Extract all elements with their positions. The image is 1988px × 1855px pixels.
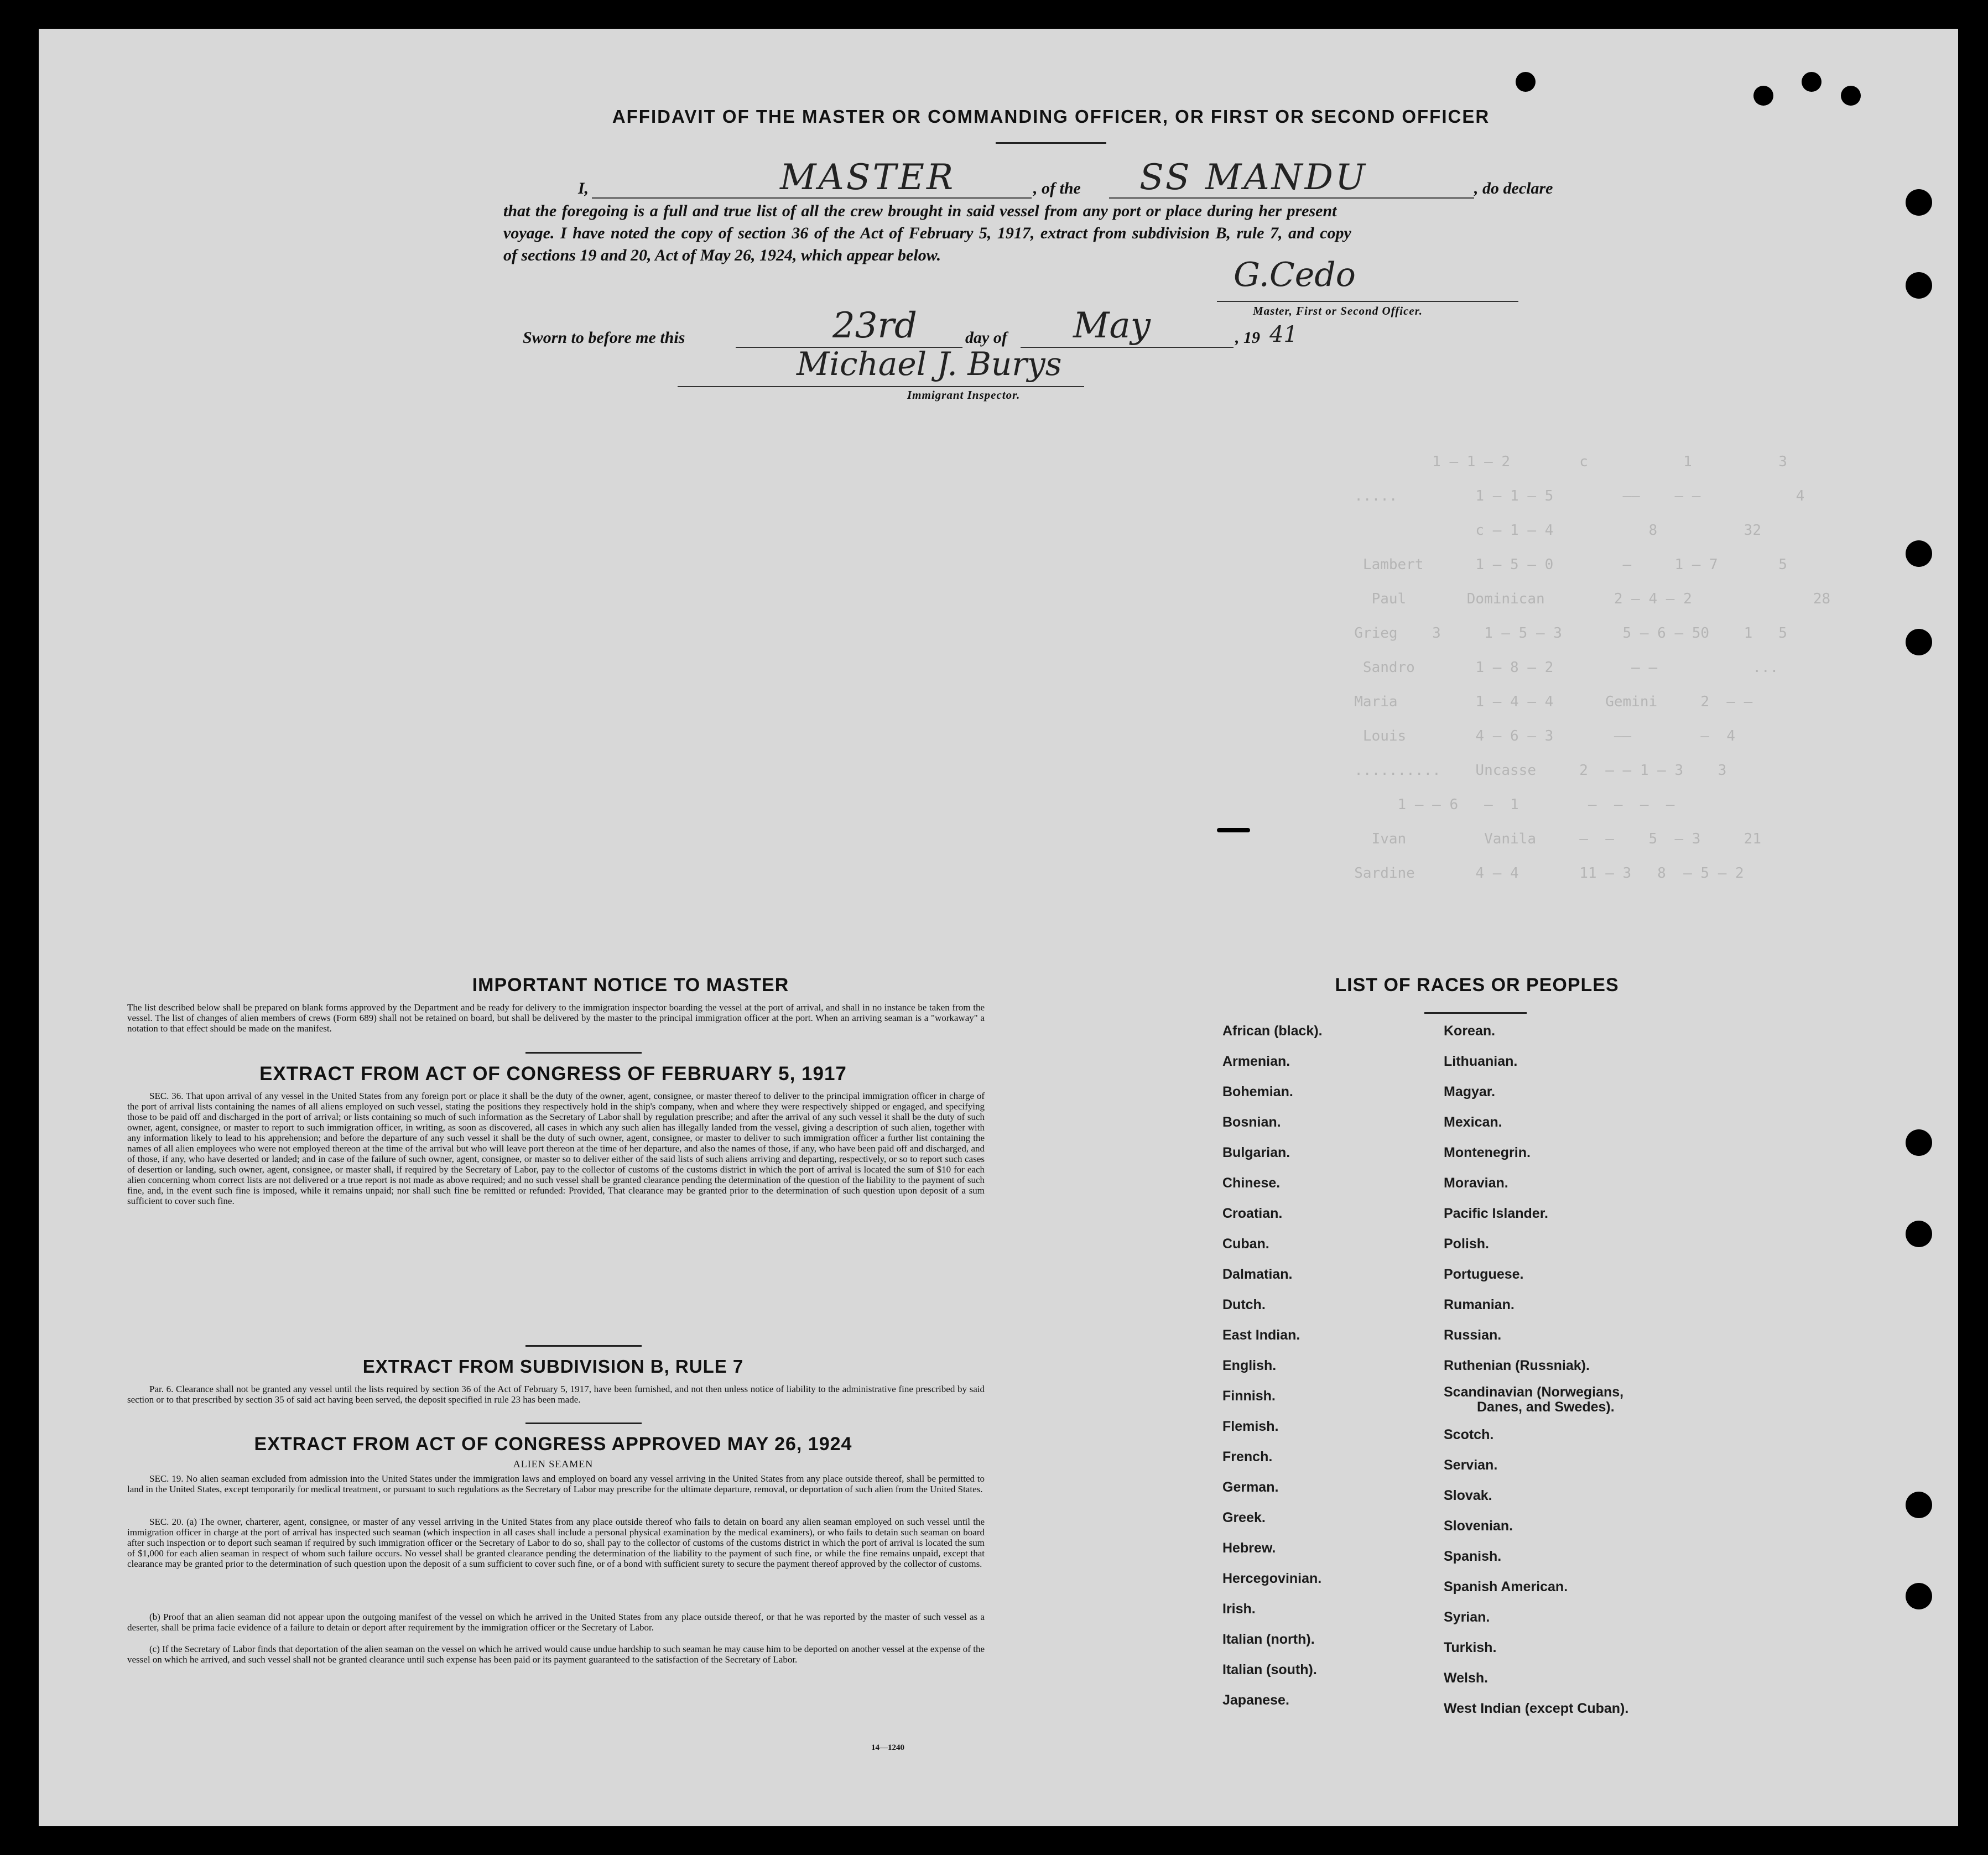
notice-divider — [525, 1052, 642, 1054]
day-handwritten: 23rd — [832, 305, 917, 346]
race-left-item: German. — [1222, 1479, 1279, 1495]
race-right-item: Turkish. — [1444, 1640, 1497, 1655]
ink-mark — [1217, 828, 1250, 832]
race-right-item: Polish. — [1444, 1236, 1489, 1252]
race-right-item: Spanish American. — [1444, 1579, 1568, 1595]
notice-title: IMPORTANT NOTICE TO MASTER — [472, 975, 789, 996]
sworn-label: Sworn to before me this — [523, 329, 685, 347]
inspector-signature: Michael J. Burys — [797, 345, 1062, 383]
punch-hole-icon — [1841, 86, 1861, 106]
punch-hole-icon — [1906, 1492, 1932, 1518]
punch-hole-icon — [1753, 86, 1773, 106]
rule7-divider — [525, 1422, 642, 1424]
affidavit-body-line-2: voyage. I have noted the copy of section 36 of the Act of February 5, 1917, extract from subdivision B, rule 7, and copy — [503, 224, 1351, 242]
race-left-item: Hebrew. — [1222, 1540, 1276, 1556]
punch-hole-icon — [1906, 629, 1932, 655]
bleed-through-text: 1 — 1 — 2 c 1 3 ..... 1 — 1 — 5 —— — — 4 c — 1 — 4 8 32 Lambert 1 — 5 — 0 — 1 — 7 5 Paul Dominican 2 — 4 — 2 28 Grieg 3 1 — 5 — 3 5 — 6 — 50 1 5 Sandro 1 — 8 — 2 — — ... Maria 1 — 4 — 4 Gemini 2 — — Louis 4 — 6 — 3 —— — 4 .......... Uncasse 2 — — 1 — 3 3 1 — — 6 — 1 — — — — Ivan Vanila — — 5 — 3 21 Sardine 4 — 4 11 — 3 8 — 5 — 2 — [1354, 454, 1831, 882]
race-left-item: Japanese. — [1222, 1692, 1289, 1708]
race-right-item: Russian. — [1444, 1327, 1502, 1343]
race-left-item: Bosnian. — [1222, 1114, 1281, 1130]
race-right-item: Montenegrin. — [1444, 1145, 1531, 1160]
race-left-item: Bohemian. — [1222, 1084, 1293, 1100]
extract-1917-divider — [525, 1345, 642, 1347]
punch-hole-icon — [1906, 1129, 1932, 1156]
rule7-title: EXTRACT FROM SUBDIVISION B, RULE 7 — [362, 1356, 744, 1377]
race-left-item: Dalmatian. — [1222, 1267, 1293, 1282]
officer-signature: G.Cedo — [1234, 256, 1356, 294]
extract-1924-title: EXTRACT FROM ACT OF CONGRESS APPROVED MAY 26, 1924 — [254, 1434, 852, 1455]
rule7-text: Par. 6. Clearance shall not be granted any vessel until the lists required by section 36 of the Act of February 5, 1917, have been furnished, and not then unless notice of liability to the administrative fine prescribed by said section or to that prescribed by section 35 of said act having been served, the deposit specified in rule 23 has been made. — [127, 1384, 985, 1405]
race-left-item: Greek. — [1222, 1510, 1266, 1525]
race-right-item: Danes, and Swedes). — [1477, 1399, 1615, 1415]
extract-1917-title: EXTRACT FROM ACT OF CONGRESS OF FEBRUARY 5, 1917 — [259, 1063, 847, 1085]
punch-hole-icon — [1906, 189, 1932, 216]
race-right-item: Scotch. — [1444, 1427, 1494, 1442]
do-declare-label: , do declare — [1474, 179, 1553, 197]
punch-hole-icon — [1906, 1221, 1932, 1247]
race-right-item: Mexican. — [1444, 1114, 1502, 1130]
affidavit-i-label: I, — [578, 179, 589, 197]
race-right-item: Lithuanian. — [1444, 1054, 1518, 1069]
race-left-item: Italian (south). — [1222, 1662, 1317, 1677]
sec19-text: SEC. 19. No alien seaman excluded from admission into the United States under the immigration laws and employed on board any vessel arriving in the United States from any place outside thereof, shall be permitted to land in the United States, except temporarily for medical treatment, or pursuant to such regulations as the Secretary of Labor may prescribe for the ultimate departure, removal, or deportation of such alien from the United States. — [127, 1473, 985, 1494]
sec20a-text: SEC. 20. (a) The owner, charterer, agent, consignee, or master of any vessel arriving in the United States from any place outside thereof who fails to detain on board any alien seaman employed on such vessel until the immigration officer in charge at the port of arrival has inspected such seaman (which inspection in all cases shall include a personal physical examination by the medical examiners), or who fails to detain such seaman on board after such inspection or to deport such seaman if required by such immigration officer or the Secretary of Labor to do so, shall pay to the collector of customs of the customs district in which the port of arrival is located the sum of $1,000 for each alien seaman in respect of whom such failure occurs. No vessel shall be granted clearance pending the determination of the liability to the payment of such fine, or while the fine remains unpaid, except that clearance may be granted prior to the determination of such question upon the deposit of a sum sufficient to cover such fine, or of a bond with sufficient surety to secure the payment thereof approved by the collector of customs. — [127, 1517, 985, 1569]
race-left-item: Bulgarian. — [1222, 1145, 1290, 1160]
race-left-item: African (black). — [1222, 1023, 1323, 1039]
race-right-item: Slovenian. — [1444, 1518, 1513, 1534]
title-underline — [996, 142, 1106, 144]
race-right-item: Scandinavian (Norwegians, — [1444, 1384, 1624, 1400]
notice-text: The list described below shall be prepared on blank forms approved by the Department and be ready for delivery to the immigration inspector boarding the vessel at the port of arrival, and shall in no instance be taken from the vessel. The list of changes of alien members of crews (Form 689) shall not be retained on board, but shall be delivered by the master to the principal immigration officer at the port. When an arriving seaman is a "workaway" a notation to that effect should be made on the manifest. — [127, 1002, 985, 1034]
punch-hole-icon — [1802, 72, 1822, 92]
inspector-signature-line — [678, 386, 1084, 387]
extract-1917-text: SEC. 36. That upon arrival of any vessel in the United States from any foreign port or place it shall be the duty of the owner, agent, consignee, or master thereof to deliver to the principal immigration officer in charge of the port of arrival lists containing the names of all aliens employed on such vessel, stating the positions they respectively hold in the ship's company, when and where they were respectively shipped or engaged, and specifying those to be paid off and discharged in the port of arrival; or lists containing so much of such information as the Secretary of Labor shall by regulation prescribe; and after the arrival of any such vessel it shall be the duty of such owner, agent, consignee, or master to report to such immigration officer, in writing, as soon as discovered, all cases in which any such alien has illegally landed from the vessel, giving a description of such alien, together with any information likely to lead to his apprehension; and before the departure of any such vessel it shall be the duty of such owner, agent, consignee, or master to deliver to such immigration officer a further list containing the names of all alien employees who were not employed thereon at the time of the arrival but who will leave port thereon at the time of her departure, and also the names of those, if any, who have been paid off and discharged, and of those, if any, who have deserted or landed; and in case of the failure of such owner, agent, consignee, or master so to deliver either of the said lists of such aliens arriving and departing, respectively, or so to report such cases of desertion or landing, such owner, agent, consignee, or master shall, if required by the Secretary of Labor, pay to the collector of customs of the customs district in which the port of arrival is located the sum of $10 for each alien concerning whom correct lists are not delivered or a true report is not made as above required; and no such vessel shall be granted clearance pending the determination of the question of the liability to the payment of such fine, and, in the event such fine is imposed, while it remains unpaid; nor shall such fine be remitted or refunded: Provided, That clearance may be granted prior to the determination of such question upon deposit of a sum sufficient to cover such fine. — [127, 1091, 985, 1206]
race-right-item: Pacific Islander. — [1444, 1206, 1548, 1221]
races-title: LIST OF RACES OR PEOPLES — [1335, 975, 1619, 996]
rank-handwritten: MASTER — [780, 157, 956, 198]
race-left-item: Italian (north). — [1222, 1632, 1315, 1647]
race-right-item: Spanish. — [1444, 1549, 1502, 1564]
race-left-item: English. — [1222, 1358, 1277, 1373]
affidavit-body-line-1: that the foregoing is a full and true list of all the crew brought in said vessel from any port or place during her present — [503, 202, 1337, 220]
vessel-handwritten: SS MANDU — [1139, 157, 1367, 198]
race-right-item: Portuguese. — [1444, 1267, 1524, 1282]
officer-caption: Master, First or Second Officer. — [1253, 304, 1423, 317]
race-right-item: Magyar. — [1444, 1084, 1496, 1100]
race-left-item: Croatian. — [1222, 1206, 1283, 1221]
officer-signature-line — [1217, 301, 1518, 302]
race-left-item: East Indian. — [1222, 1327, 1300, 1343]
race-right-item: Moravian. — [1444, 1175, 1508, 1191]
race-left-item: Cuban. — [1222, 1236, 1269, 1252]
year-prefix: , 19 — [1235, 329, 1260, 347]
race-right-item: Rumanian. — [1444, 1297, 1515, 1312]
of-the-label: , of the — [1033, 179, 1081, 197]
race-right-item: West Indian (except Cuban). — [1444, 1701, 1629, 1716]
race-right-item: Slovak. — [1444, 1488, 1492, 1503]
punch-hole-icon — [1906, 540, 1932, 567]
sec20c-text: (c) If the Secretary of Labor finds that deportation of the alien seaman on the vessel on which he arrived would cause undue hardship to such seaman he may cause him to be deported on another vessel at the expense of the vessel on which he arrived, and such vessel shall not be granted clearance until such expense has been paid or its payment guaranteed to the satisfaction of the Secretary of Labor. — [127, 1644, 985, 1665]
race-right-item: Servian. — [1444, 1457, 1498, 1473]
race-left-item: Hercegovinian. — [1222, 1571, 1322, 1586]
document-page — [39, 29, 1958, 1826]
race-right-item: Ruthenian (Russniak). — [1444, 1358, 1590, 1373]
affidavit-title: AFFIDAVIT OF THE MASTER OR COMMANDING OFFICER, OR FIRST OR SECOND OFFICER — [612, 106, 1490, 127]
year-handwritten: 41 — [1269, 322, 1298, 347]
day-of-label: day of — [965, 329, 1007, 347]
month-handwritten: May — [1073, 305, 1151, 346]
race-right-item: Welsh. — [1444, 1670, 1489, 1686]
race-right-item: Syrian. — [1444, 1609, 1490, 1625]
race-right-item: Korean. — [1444, 1023, 1496, 1039]
sec20b-text: (b) Proof that an alien seaman did not appear upon the outgoing manifest of the vessel on which he arrived in the United States from any place outside thereof, or that he was reported by the master of such vessel as a deserter, shall be prima facie evidence of a failure to detain or deport after requirement by the immigration officer or the Secretary of Labor. — [127, 1612, 985, 1633]
race-left-item: Chinese. — [1222, 1175, 1281, 1191]
race-left-item: French. — [1222, 1449, 1273, 1465]
race-left-item: Dutch. — [1222, 1297, 1266, 1312]
punch-hole-icon — [1906, 1583, 1932, 1609]
extract-1924-subtitle: ALIEN SEAMEN — [513, 1458, 594, 1470]
form-number: 14—1240 — [871, 1743, 904, 1752]
race-left-item: Flemish. — [1222, 1419, 1279, 1434]
race-left-item: Finnish. — [1222, 1388, 1276, 1404]
punch-hole-icon — [1906, 272, 1932, 299]
race-left-item: Irish. — [1222, 1601, 1256, 1617]
affidavit-body-line-3: of sections 19 and 20, Act of May 26, 1924, which appear below. — [503, 246, 941, 264]
inspector-caption: Immigrant Inspector. — [907, 388, 1021, 402]
races-title-underline — [1424, 1012, 1527, 1014]
race-left-item: Armenian. — [1222, 1054, 1290, 1069]
punch-hole-icon — [1516, 72, 1536, 92]
